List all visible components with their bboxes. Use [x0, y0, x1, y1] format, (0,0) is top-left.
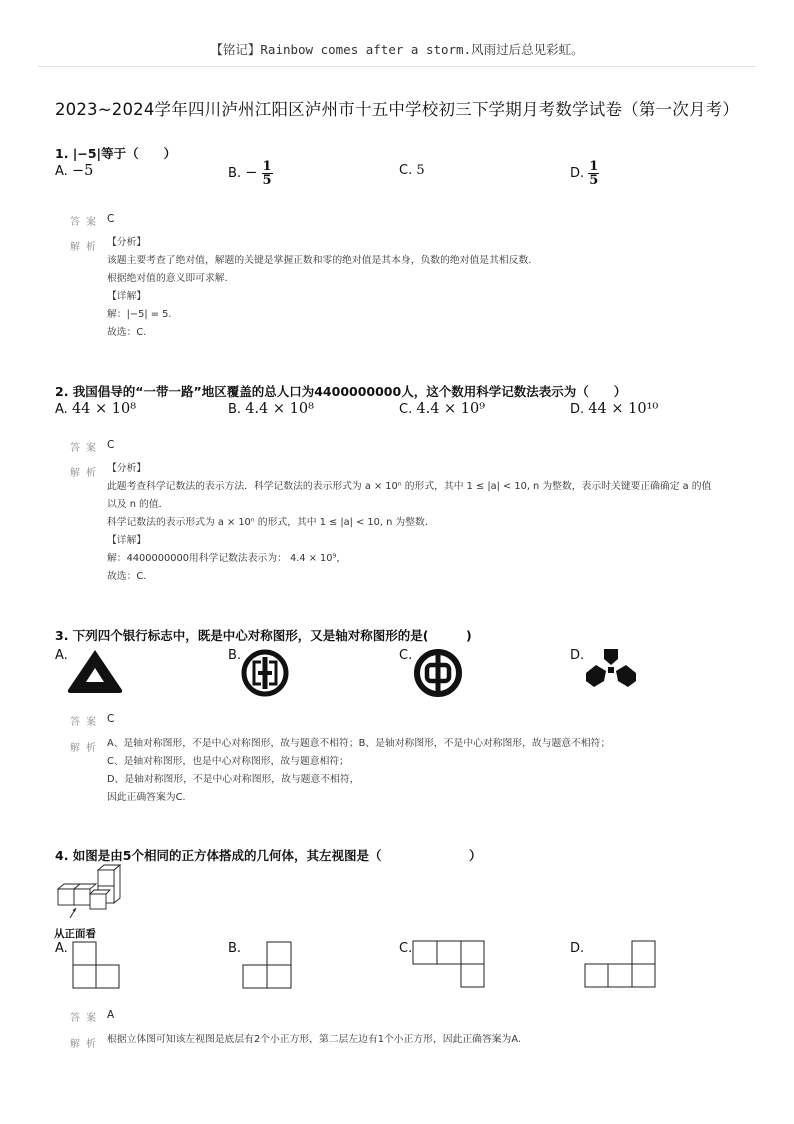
q2-analysis: [107, 460, 747, 586]
q4-option-a-view[interactable]: [72, 940, 122, 990]
q2-option-d[interactable]: [570, 401, 658, 417]
option-letter: B.: [228, 166, 242, 181]
analysis-line: 科学记数法的表示形式为 a × 10ⁿ 的形式，其中 1 ≤ |a| < 10, n 为整数．: [107, 517, 435, 528]
q4-option-c-view[interactable]: [412, 940, 486, 990]
option-letter: D.: [570, 402, 585, 417]
figure-caption: 从正面看: [54, 928, 96, 940]
bank-of-china-logo-icon[interactable]: [413, 648, 463, 698]
option-value: 4.4 × 10⁸: [245, 401, 314, 417]
question-1-stem: 1. |−5|等于（ ）: [55, 146, 177, 161]
analysis-line: C、是轴对称图形，也是中心对称图形，故与题意相符；: [107, 756, 349, 767]
option-letter: C.: [399, 941, 413, 956]
analysis-label: 解析: [70, 1039, 102, 1050]
q1-option-a[interactable]: [55, 163, 93, 179]
answer-label: 答案: [70, 443, 102, 454]
analysis-line: D、是轴对称图形，不是中心对称图形，故与题意不相符，: [107, 774, 360, 785]
analysis-line: 故选：C.: [107, 327, 147, 338]
q1-answer: C: [107, 213, 115, 225]
option-letter: C.: [399, 402, 413, 417]
page-title: 2023~2024学年四川泸州江阳区泸州市十五中学校初三下学期月考数学试卷（第一次月考）: [54, 100, 740, 119]
analysis-line: 此题考查科学记数法的表示方法．科学记数法的表示形式为 a × 10ⁿ 的形式，其中 1 ≤ |a| < 10, n 为整数，表示时关键要正确确定 a 的值: [107, 481, 712, 492]
analysis-label: 解析: [70, 743, 102, 754]
option-letter: D.: [570, 648, 585, 663]
answer-label: 答案: [70, 1013, 102, 1024]
analysis-line: 解：4400000000用科学记数法表示为： 4.4 × 10⁹，: [107, 553, 347, 564]
option-letter: D.: [570, 941, 585, 956]
q2-answer: C: [107, 439, 115, 451]
fraction: [588, 160, 599, 187]
option-letter: B.: [228, 402, 242, 417]
option-letter: C.: [399, 163, 413, 178]
q2-option-b[interactable]: [228, 401, 314, 417]
option-value: 44 × 10¹⁰: [588, 401, 659, 417]
option-value: 5: [416, 163, 425, 178]
question-2-stem: 2. 我国倡导的“一带一路”地区覆盖的总人口为4400000000人，这个数用科学记数法表示为（ ）: [55, 384, 627, 399]
analysis-line: 【分析】: [107, 237, 147, 248]
analysis-line: 【详解】: [107, 291, 147, 302]
option-value: −5: [71, 163, 94, 179]
analysis-line: 故选：C.: [107, 571, 147, 582]
option-letter: A.: [55, 648, 68, 663]
fraction-numerator: 1: [262, 159, 272, 174]
cube-stack-figure: [54, 864, 126, 920]
analysis-line: 【分析】: [107, 463, 147, 474]
q4-option-d-view[interactable]: [584, 940, 658, 990]
option-letter: B.: [228, 648, 242, 663]
option-letter: A.: [55, 941, 68, 956]
analysis-line: 根据绝对值的意义即可求解.: [107, 273, 228, 284]
motto: 【铭记】Rainbow comes after a storm.风雨过后总见彩虹。: [210, 42, 584, 57]
analysis-line: 该题主要考查了绝对值，解题的关键是掌握正数和零的绝对值是其本身，负数的绝对值是其相反数.: [107, 255, 532, 266]
divider: [38, 66, 756, 67]
q3-analysis: [107, 735, 747, 807]
analysis-label: 解析: [70, 242, 102, 253]
q1-option-d[interactable]: [570, 160, 599, 187]
option-value: 44 × 10⁸: [71, 401, 137, 417]
triangle-bank-logo-icon[interactable]: [66, 648, 124, 694]
analysis-line: 解：|−5| = 5.: [107, 309, 172, 320]
analysis-line: 根据立体图可知该左视图是底层有2个小正方形，第二层左边有1个小正方形，因此正确答案为A.: [107, 1034, 521, 1045]
fraction-denominator: 5: [262, 173, 272, 188]
q1-analysis: [107, 234, 747, 342]
option-letter: A.: [55, 164, 68, 179]
icbc-bank-logo-icon[interactable]: [241, 649, 289, 697]
q4-answer: A: [107, 1009, 115, 1021]
construction-bank-logo-icon[interactable]: [584, 645, 638, 691]
option-letter: A.: [55, 402, 68, 417]
analysis-line: A、是轴对称图形，不是中心对称图形，故与题意不相符；B、是轴对称图形，不是中心对称图形，故与题意不相符；: [107, 738, 611, 749]
answer-label: 答案: [70, 217, 102, 228]
question-4-stem: 4. 如图是由5个相同的正方体搭成的几何体，其左视图是（ ）: [55, 848, 482, 863]
q1-option-c[interactable]: [399, 163, 425, 178]
analysis-line: 因此正确答案为C.: [107, 792, 186, 803]
q4-analysis: [107, 1031, 747, 1049]
q2-option-c[interactable]: [399, 401, 485, 417]
analysis-line: 【详解】: [107, 535, 147, 546]
fraction-denominator: 5: [589, 173, 599, 188]
fraction: [262, 160, 273, 187]
analysis-line: 以及 n 的值．: [107, 499, 169, 510]
analysis-label: 解析: [70, 468, 102, 479]
q1-option-b[interactable]: [228, 160, 273, 187]
fraction-numerator: 1: [589, 159, 599, 174]
q2-option-a[interactable]: [55, 401, 136, 417]
question-3-stem: 3. 下列四个银行标志中，既是中心对称图形，又是轴对称图形的是( ): [55, 628, 472, 643]
option-letter: C.: [399, 648, 413, 663]
q3-answer: C: [107, 713, 115, 725]
answer-label: 答案: [70, 717, 102, 728]
option-sign: −: [245, 165, 258, 181]
option-letter: D.: [570, 166, 585, 181]
q4-option-b-view[interactable]: [242, 940, 294, 990]
option-letter: B.: [228, 941, 242, 956]
option-value: 4.4 × 10⁹: [416, 401, 486, 417]
